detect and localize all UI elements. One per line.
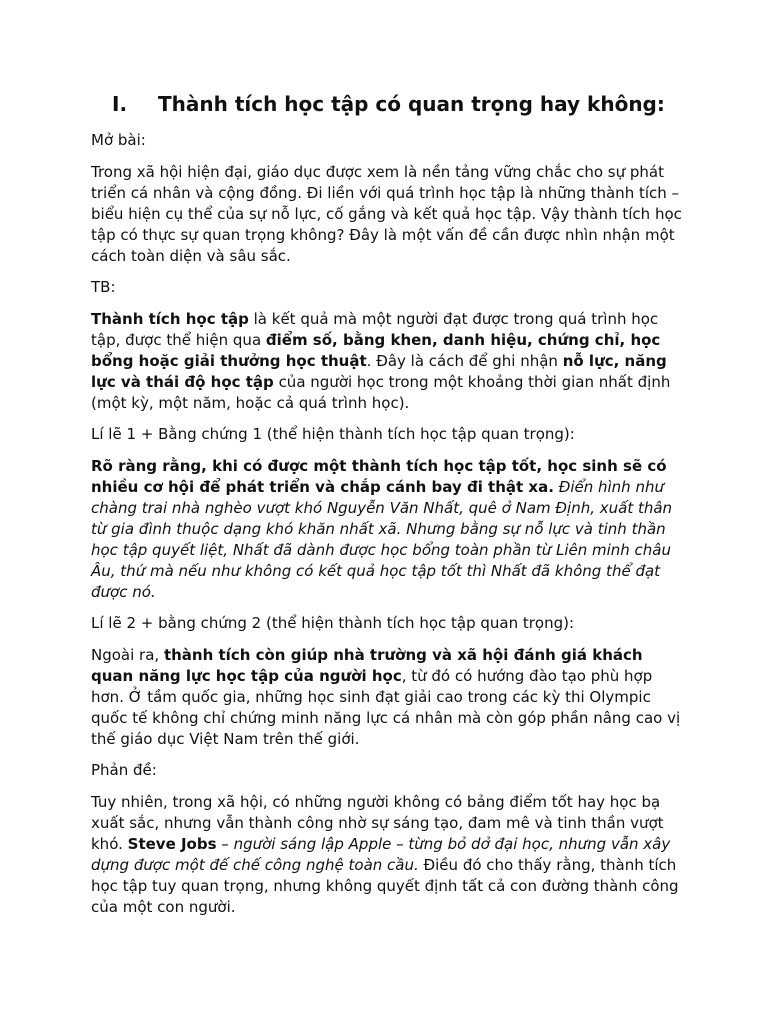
counter-text-2: Điều đó cho thấy rằng, thành tích học tập tuy quan trọng, nhưng không quyết định tất cả con đường thành công của một con người. [91,856,679,916]
counter-label: Phản đề: [91,761,157,779]
counter-text-1: Tuy nhiên, trong xã hội, có những người không có bảng điểm tốt hay học bạ xuất sắc, nhưng vẫn thành công nhờ sự sáng tạo, đam mê và tinh thần vượt khó. [91,793,664,853]
reason2-bold: thành tích còn giúp nhà trường và xã hội đánh giá khách quan năng lực học tập của người học [91,646,643,685]
definition-text-1: là kết quả mà một người đạt được trong quá trình học tập, được thể hiện qua [91,310,659,349]
body-label: TB: [91,278,116,296]
reason1-paragraph [91,456,683,603]
reason1-bold: Rõ ràng rằng, khi có được một thành tích học tập tốt, học sinh sẽ có nhiều cơ hội để phát triển và chắp cánh bay đi thật xa. [91,457,667,496]
definition-bold-1: điểm số, bằng khen, danh hiệu, chứng chỉ, học bổng hoặc giải thưởng học thuật [91,331,661,370]
definition-bold-2: nỗ lực, năng lực và thái độ học tập [91,352,667,391]
reason1-label: Lí lẽ 1 + Bằng chứng 1 (thể hiện thành tích học tập quan trọng): [91,425,575,443]
document-body [91,130,683,928]
definition-text-3: của người học trong một khoảng thời gian nhất định (một kỳ, một năm, hoặc cả quá trình học). [91,373,671,412]
reason2-text-1: Ngoài ra, [91,646,164,664]
section-heading [112,92,732,116]
definition-text-2: . Đây là cách để ghi nhận [366,352,563,370]
reason1-italic: Điển hình như chàng trai nhà nghèo vượt khó Nguyễn Văn Nhất, quê ở Nam Định, xuất thân từ gia đình thuộc dạng khó khăn nhất xã. Nhưng bằng sự nỗ lực và tinh thần học tập quyết liệt, Nhất đã dành được học bổng toàn phần từ Liên minh châu Âu, thứ mà nếu như không có kết quả học tập tốt thì Nhất đã không thể đạt được nó. [91,478,673,601]
counter-bold: Steve Jobs [127,835,217,853]
intro-paragraph: Trong xã hội hiện đại, giáo dục được xem là nền tảng vững chắc cho sự phát triển cá nhân và cộng đồng. Đi liền với quá trình học tập là những thành tích – biểu hiện cụ thể của sự nỗ lực, cố gắng và kết quả học tập. Vậy thành tích học tập có thực sự quan trọng không? Đây là một vấn đề cần được nhìn nhận một cách toàn diện và sâu sắc. [91,163,682,265]
reason2-text-2: , từ đó có hướng đào tạo phù hợp hơn. Ở tầm quốc gia, những học sinh đạt giải cao trong các kỳ thi Olympic quốc tế không chỉ chứng minh năng lực cá nhân mà còn góp phần nâng cao vị thế giáo dục Việt Nam trên thế giới. [91,667,681,748]
reason2-label: Lí lẽ 2 + bằng chứng 2 (thể hiện thành tích học tập quan trọng): [91,614,575,632]
heading-title: Thành tích học tập có quan trọng hay không: [158,92,665,116]
heading-number: I. [112,92,128,116]
definition-term: Thành tích học tập [91,310,249,328]
counter-italic: – người sáng lập Apple – từng bỏ dở đại học, nhưng vẫn xây dựng được một đế chế công nghệ toàn cầu. [91,835,671,874]
counter-paragraph [91,792,683,918]
intro-label: Mở bài: [91,131,146,149]
definition-paragraph [91,309,683,414]
reason2-paragraph [91,645,683,750]
